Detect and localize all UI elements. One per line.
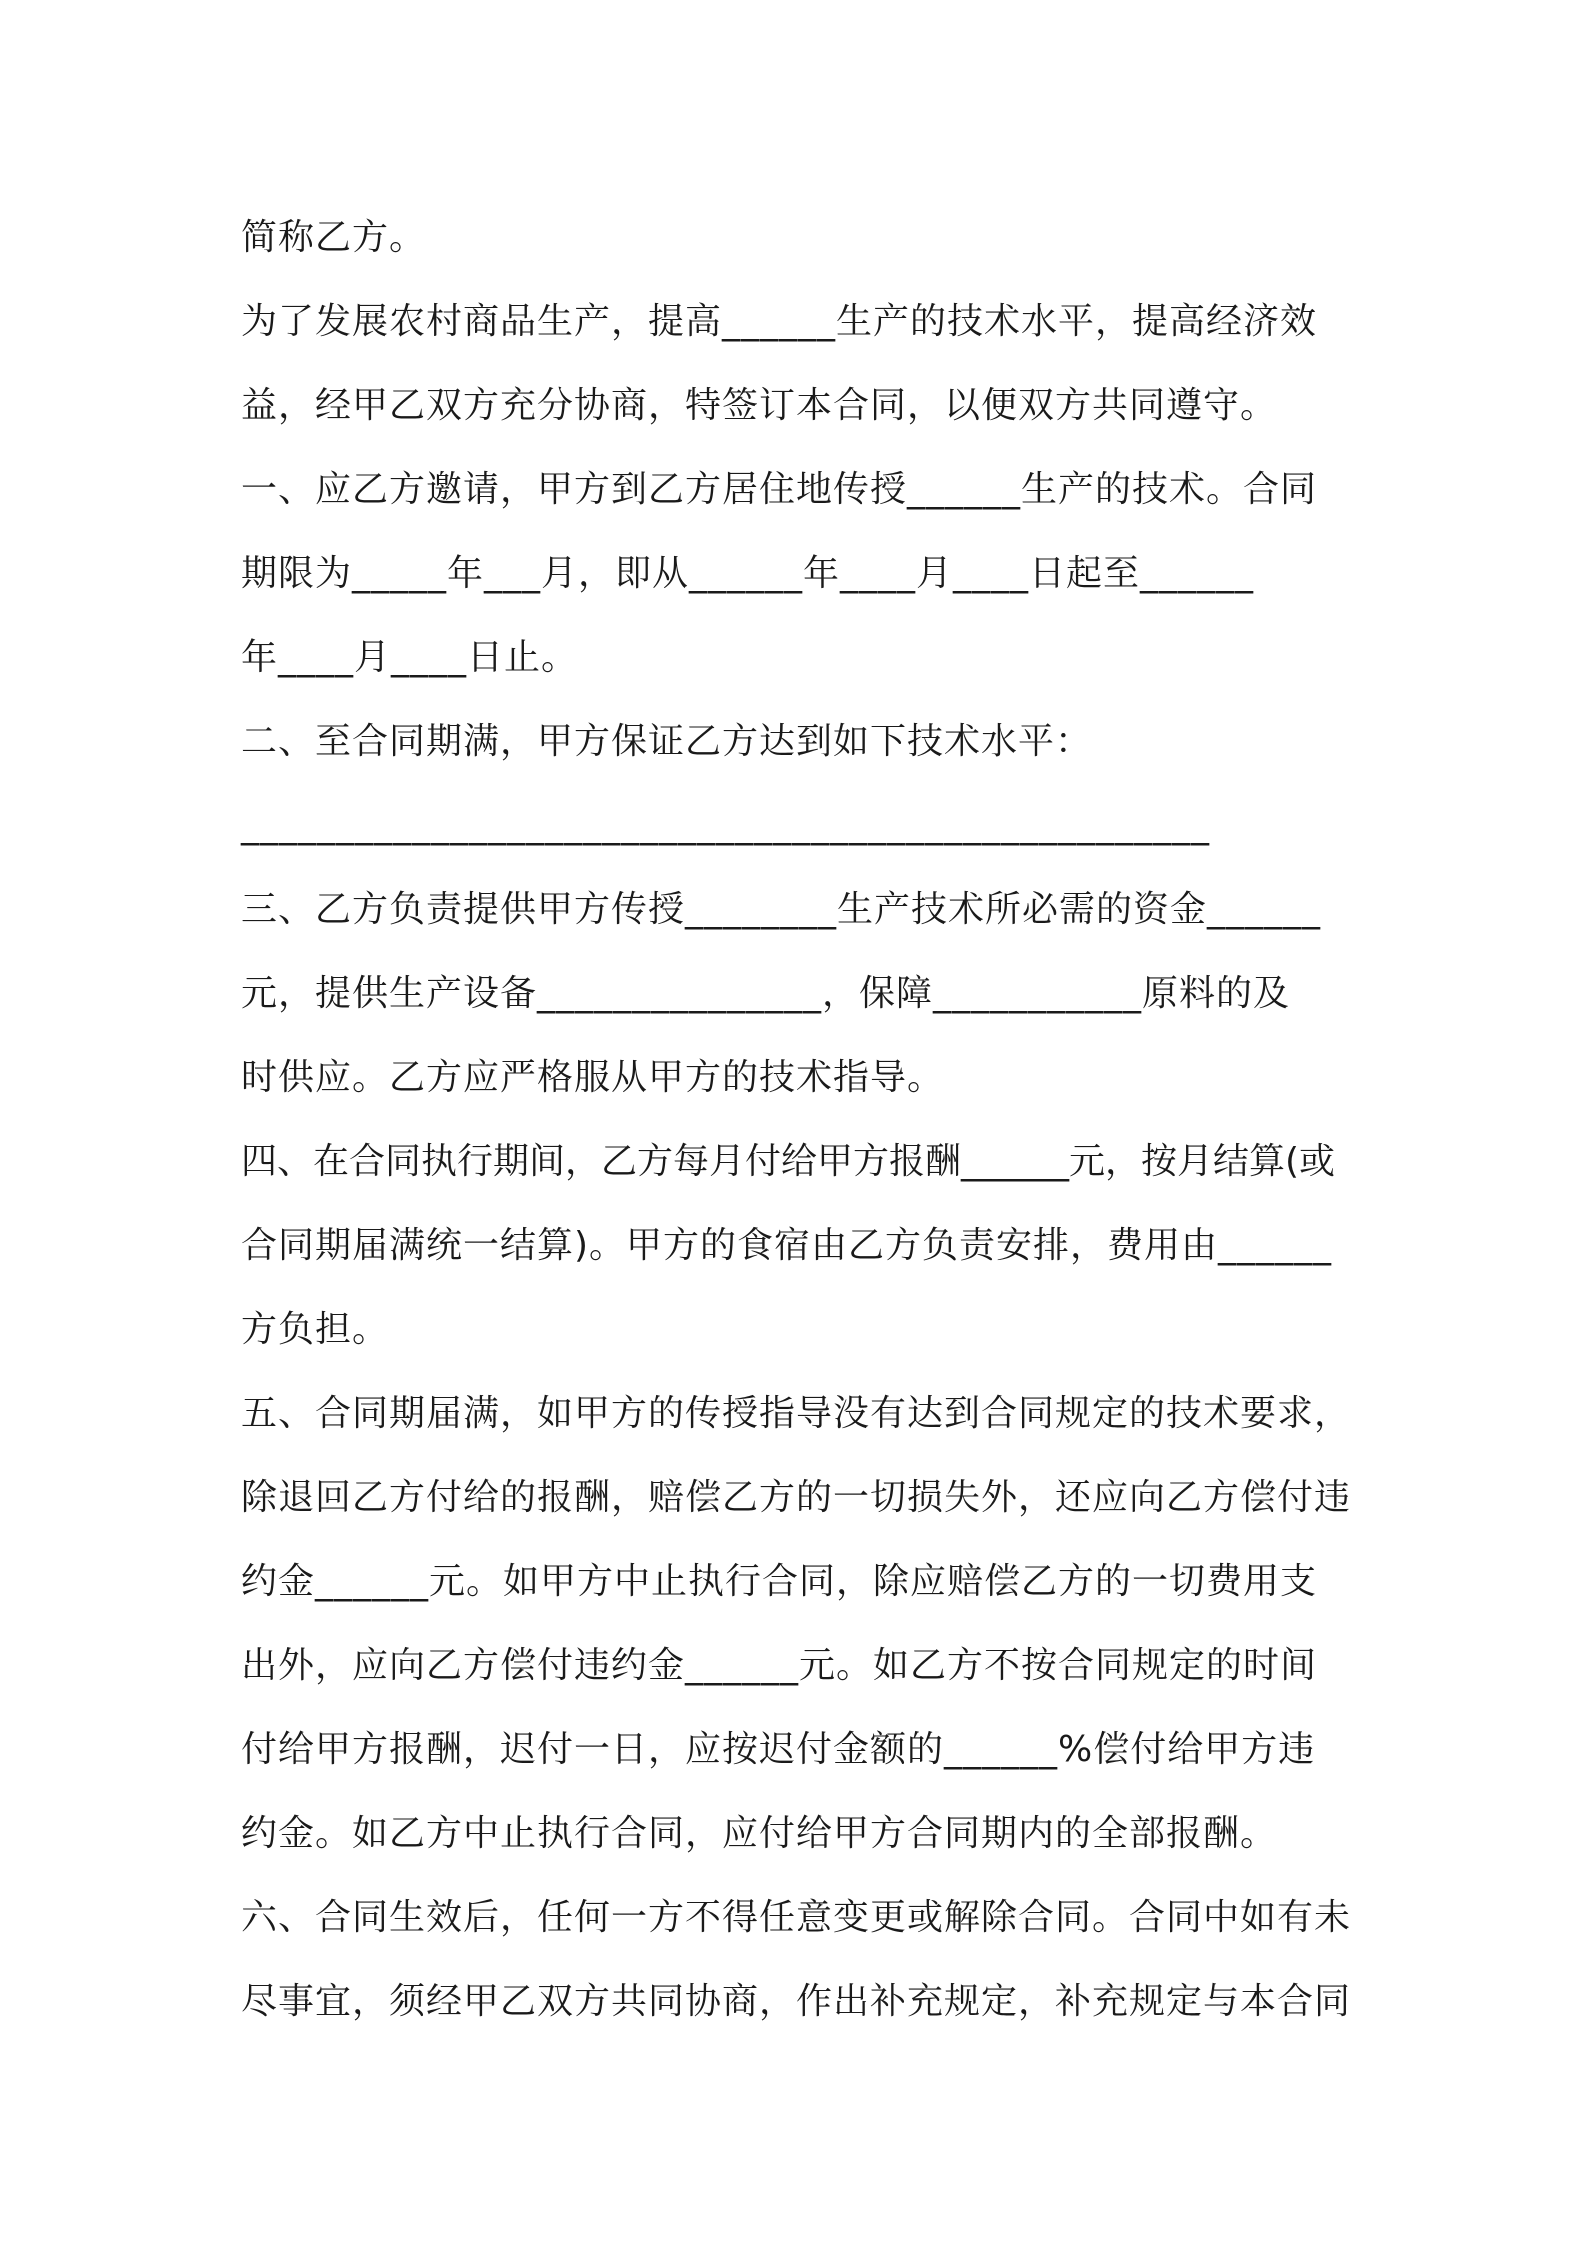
text-line: 付给甲方报酬，迟付一日，应按迟付金额的______%偿付给甲方违 xyxy=(241,1729,1316,1770)
text-line: 约金______元。如甲方中止执行合同，除应赔偿乙方的一切费用支 xyxy=(241,1561,1318,1602)
text-line: 年____月____日止。 xyxy=(241,637,579,678)
blank-fill-line: ___________________________________________________ xyxy=(241,805,1210,846)
text-line: 时供应。乙方应严格服从甲方的技术指导。 xyxy=(241,1057,945,1098)
text-line: 期限为_____年___月，即从______年____月____日起至______ xyxy=(241,553,1255,594)
text-line: 五、合同期届满，如甲方的传授指导没有达到合同规定的技术要求， xyxy=(241,1393,1352,1434)
text-line: 合同期届满统一结算)。甲方的食宿由乙方负责安排，费用由______ xyxy=(241,1225,1333,1266)
text-line: 二、至合同期满，甲方保证乙方达到如下技术水平： xyxy=(241,721,1093,762)
text-line: 元，提供生产设备_______________，保障___________原料的及 xyxy=(241,973,1291,1014)
text-line: 约金。如乙方中止执行合同，应付给甲方合同期内的全部报酬。 xyxy=(241,1813,1278,1854)
text-line: 尽事宜，须经甲乙双方共同协商，作出补充规定，补充规定与本合同 xyxy=(241,1981,1352,2022)
text-line: 六、合同生效后，任何一方不得任意变更或解除合同。合同中如有未 xyxy=(241,1897,1352,1938)
text-line: 出外，应向乙方偿付违约金______元。如乙方不按合同规定的时间 xyxy=(241,1645,1318,1686)
text-line: 为了发展农村商品生产，提高______生产的技术水平，提高经济效 xyxy=(241,301,1318,342)
text-line: 简称乙方。 xyxy=(241,217,427,258)
text-line: 一、应乙方邀请，甲方到乙方居住地传授______生产的技术。合同 xyxy=(241,469,1318,510)
contract-body xyxy=(241,196,1361,2044)
text-line: 益，经甲乙双方充分协商，特签订本合同，以便双方共同遵守。 xyxy=(241,385,1278,426)
text-line: 方负担。 xyxy=(241,1309,390,1350)
text-line: 除退回乙方付给的报酬，赔偿乙方的一切损失外，还应向乙方偿付违 xyxy=(241,1477,1352,1518)
text-line: 四、在合同执行期间，乙方每月付给甲方报酬______元，按月结算(或 xyxy=(241,1141,1336,1182)
text-line: 三、乙方负责提供甲方传授________生产技术所必需的资金______ xyxy=(241,889,1322,930)
